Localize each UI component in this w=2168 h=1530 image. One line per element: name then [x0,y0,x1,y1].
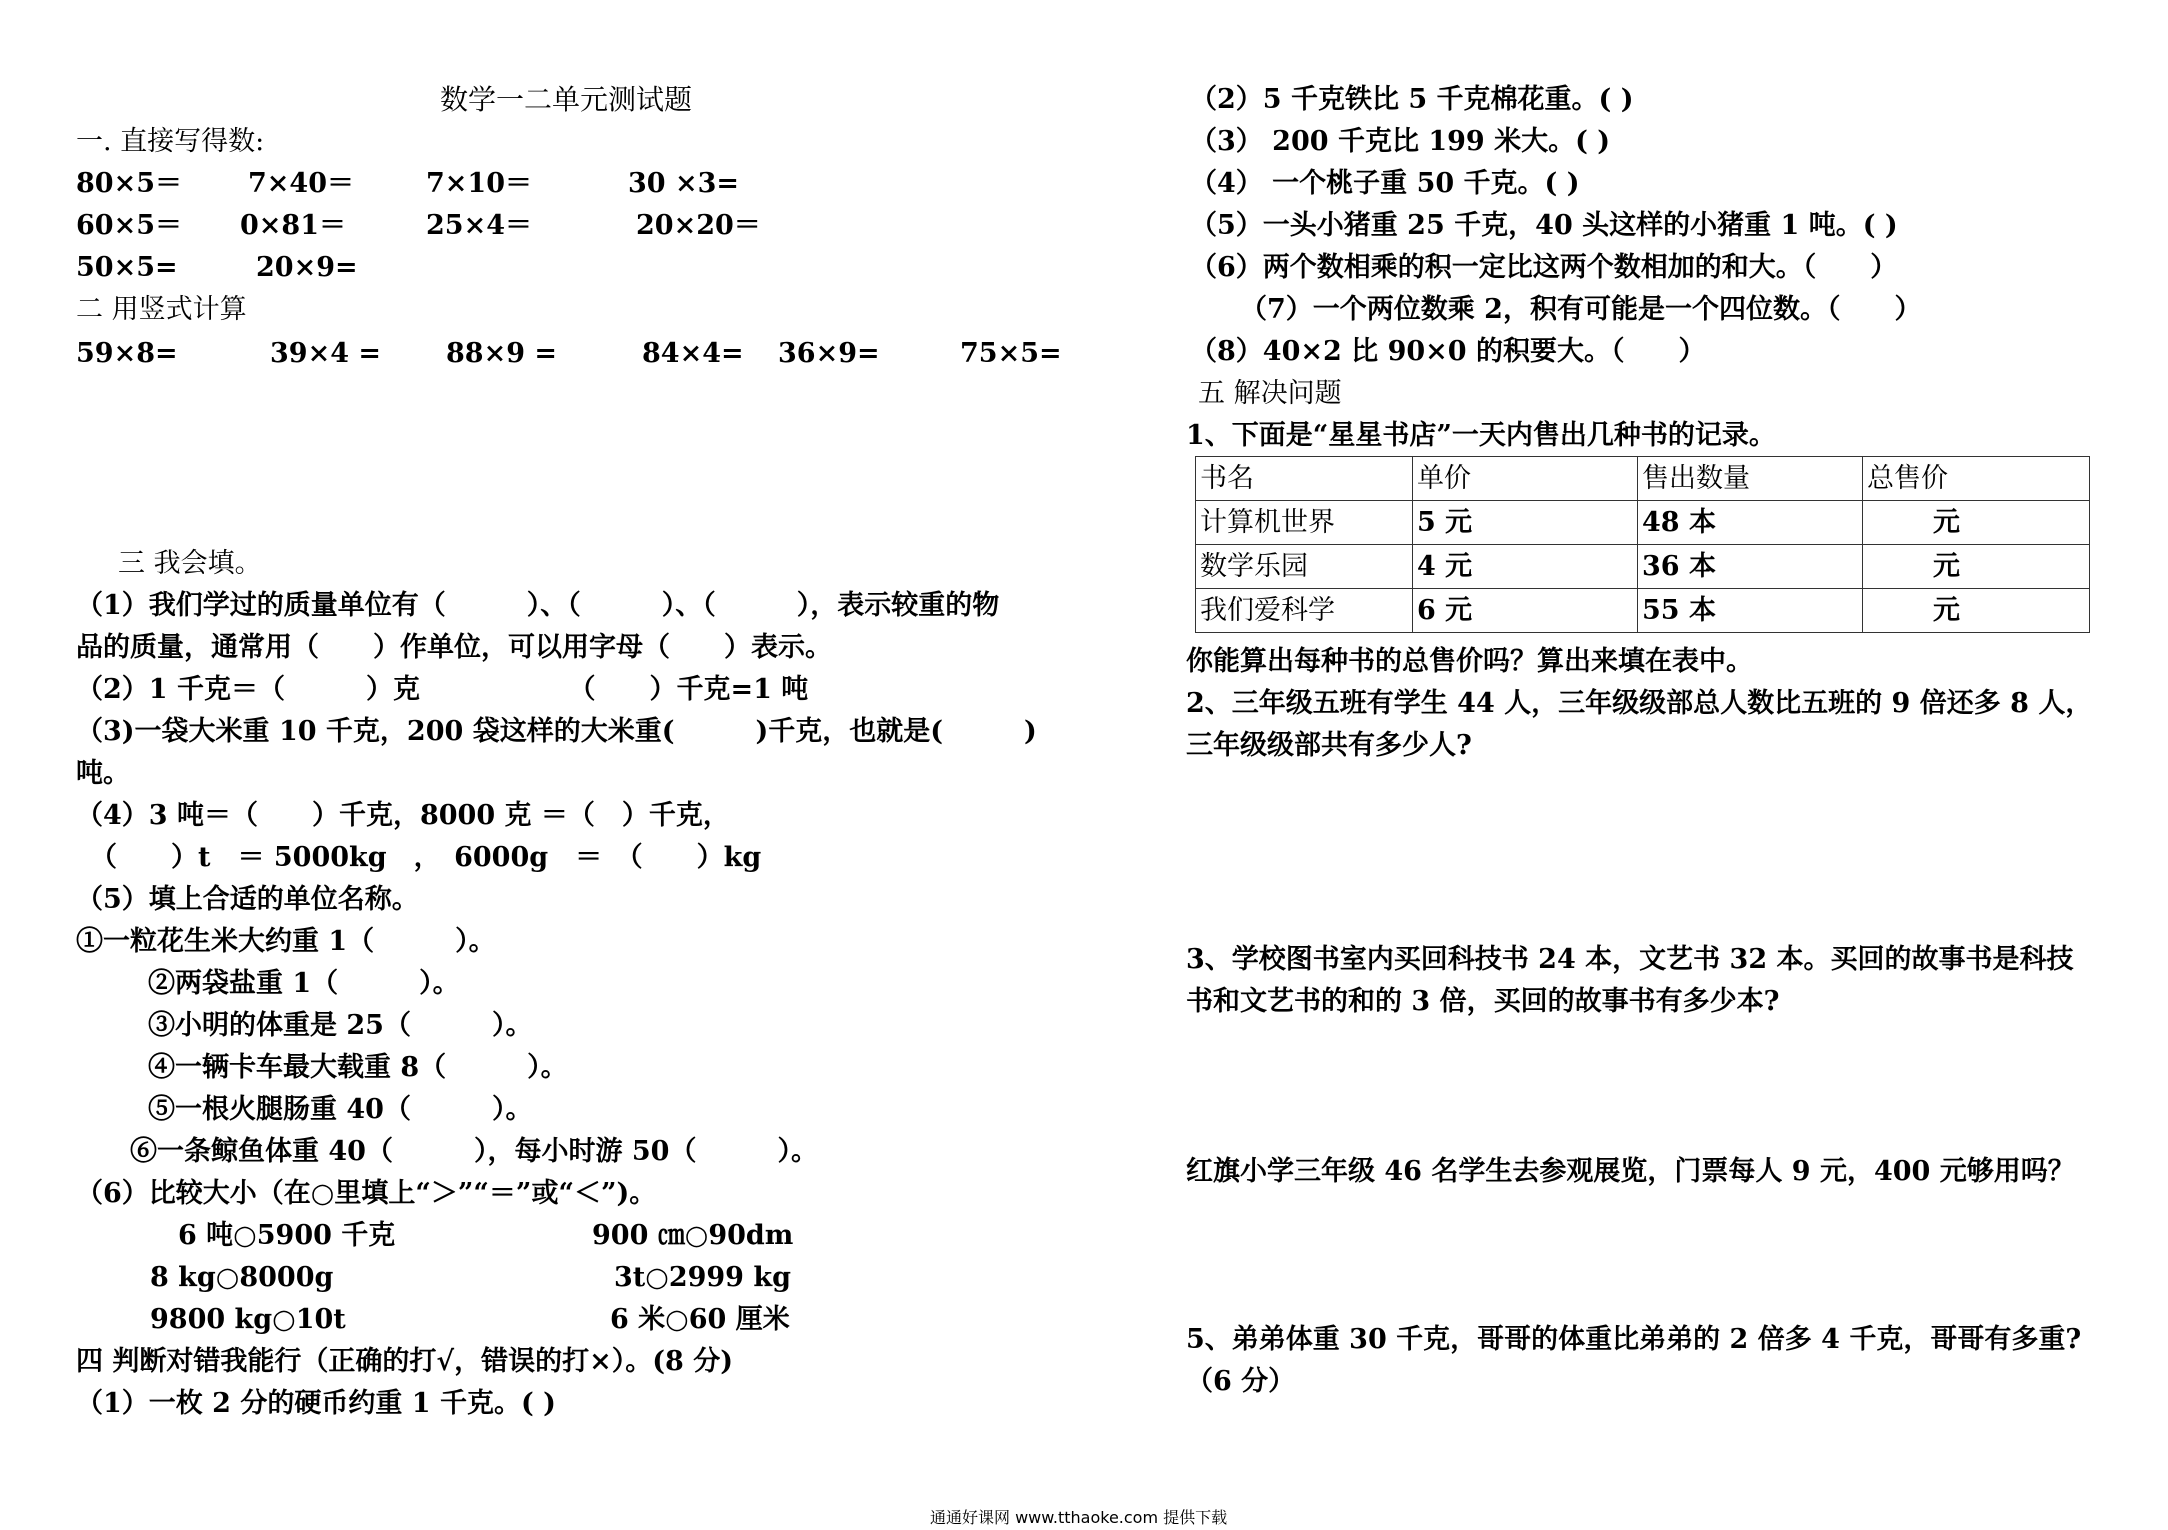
fill-question-3b: 吨。 [76,758,130,789]
table-cell: 元 [1863,501,2090,545]
compare-item: 6 吨○5900 千克 [178,1220,396,1251]
judge-item: （4） 一个桃子重 50 千克。( ) [1190,168,1580,199]
fill-question-3a: （3)一袋大米重 10 千克，200 袋这样的大米重( )千克，也就是( ) [76,716,1037,747]
unit-item: ③小明的体重是 25（ ）。 [148,1010,533,1041]
fill-question-4b: （ ）t ＝ 5000kg ， 6000g ＝ （ ）kg [90,842,762,873]
section-2-heading: 二 用竖式计算 [76,294,247,325]
table-cell: 4 元 [1413,545,1638,589]
calc-item: 50×5= [76,252,178,283]
fill-question-4a: （4）3 吨＝（ ）千克，8000 克 ＝（ ）千克， [76,800,730,831]
table-cell: 48 本 [1638,501,1863,545]
table-cell: 我们爱科学 [1196,589,1413,633]
problem-2b: 三年级级部共有多少人? [1186,730,1472,761]
judge-item: （7）一个两位数乘 2，积有可能是一个四位数。（ ） [1240,294,1922,325]
calc-item: 80×5＝ [76,168,182,199]
table-cell: 元 [1863,589,2090,633]
table-cell: 计算机世界 [1196,501,1413,545]
judge-item: （3） 200 千克比 199 米大。( ) [1190,126,1611,157]
compare-item: 9800 kg○10t [150,1304,346,1335]
vertical-calc-item: 59×8= [76,338,178,369]
judge-item: （5）一头小猪重 25 千克，40 头这样的小猪重 1 吨。( ) [1190,210,1898,241]
calc-item: 7×40＝ [248,168,354,199]
problem-5a: 5、弟弟体重 30 千克，哥哥的体重比弟弟的 2 倍多 4 千克，哥哥有多重? [1186,1324,2082,1355]
fill-question-1b: 品的质量，通常用（ ）作单位，可以用字母（ ）表示。 [76,632,832,663]
table-header-cell: 总售价 [1863,457,2090,501]
table-cell: 36 本 [1638,545,1863,589]
judge-item: （8）40×2 比 90×0 的积要大。（ ） [1190,336,1706,367]
unit-item: ①一粒花生米大约重 1（ ）。 [76,926,496,957]
table-cell: 55 本 [1638,589,1863,633]
footer-credit: 通通好课网 www.tthaoke.com 提供下载 [930,1508,1228,1527]
fill-question-2: （2）1 千克＝（ ）克 （ ）千克=1 吨 [76,674,809,705]
unit-item: ④一辆卡车最大载重 8（ ）。 [148,1052,568,1083]
calc-item: 7×10＝ [426,168,532,199]
sales-table [1195,456,2090,633]
compare-item: 6 米○60 厘米 [610,1304,790,1335]
problem-1-instruction: 你能算出每种书的总售价吗？算出来填在表中。 [1186,646,1753,677]
table-cell: 元 [1863,545,2090,589]
judge-item: （6）两个数相乘的积一定比这两个数相加的和大。（ ） [1190,252,1898,283]
compare-item: 8 kg○8000g [150,1262,334,1293]
problem-1: 1、下面是“星星书店”一天内售出几种书的记录。 [1186,420,1776,451]
table-header-cell: 单价 [1413,457,1638,501]
calc-item: 60×5＝ [76,210,182,241]
vertical-calc-item: 75×5= [960,338,1062,369]
vertical-calc-item: 88×9 = [446,338,558,369]
section-5-heading: 五 解决问题 [1198,378,1342,409]
table-cell: 6 元 [1413,589,1638,633]
calc-item: 20×20＝ [636,210,761,241]
table-row [1196,589,2090,633]
fill-question-1a: （1）我们学过的质量单位有（ ）、（ ）、（ ），表示较重的物 [76,590,1000,621]
problem-3b: 书和文艺书的和的 3 倍，买回的故事书有多少本? [1186,986,1780,1017]
table-row [1196,545,2090,589]
unit-item: ⑤一根火腿肠重 40（ ）。 [148,1094,533,1125]
page-title: 数学一二单元测试题 [440,83,693,116]
vertical-calc-item: 84×4= [642,338,744,369]
problem-5b: （6 分） [1186,1366,1296,1397]
calc-item: 25×4＝ [426,210,532,241]
fill-question-5: （5）填上合适的单位名称。 [76,884,419,915]
table-header-row [1196,457,2090,501]
table-cell: 5 元 [1413,501,1638,545]
compare-item: 3t○2999 kg [614,1262,791,1293]
problem-3a: 3、学校图书室内买回科技书 24 本，文艺书 32 本。买回的故事书是科技 [1186,944,2074,975]
problem-4: 红旗小学三年级 46 名学生去参观展览，门票每人 9 元，400 元够用吗？ [1186,1156,2075,1187]
vertical-calc-item: 39×4 = [270,338,382,369]
judge-item: （2）5 千克铁比 5 千克棉花重。( ) [1190,84,1634,115]
compare-item: 900 ㎝○90dm [592,1220,794,1251]
vertical-calc-item: 36×9= [778,338,880,369]
judge-item: （1）一枚 2 分的硬币约重 1 千克。( ) [76,1388,556,1419]
calc-item: 0×81＝ [240,210,346,241]
problem-2a: 2、三年级五班有学生 44 人，三年级级部总人数比五班的 9 倍还多 8 人， [1186,688,2093,719]
table-header-cell: 售出数量 [1638,457,1863,501]
calc-item: 20×9= [256,252,358,283]
section-3-heading: 三 我会填。 [118,548,262,579]
unit-item: ②两袋盐重 1（ ）。 [148,968,460,999]
calc-item: 30 ×3= [628,168,740,199]
table-row [1196,501,2090,545]
section-4-heading: 四 判断对错我能行（正确的打√，错误的打×）。(8 分) [76,1346,734,1377]
section-1-heading: 一. 直接写得数: [76,126,265,157]
table-cell: 数学乐园 [1196,545,1413,589]
unit-item: ⑥一条鲸鱼体重 40（ ），每小时游 50（ ）。 [130,1136,818,1167]
table-header-cell: 书名 [1196,457,1413,501]
fill-question-6: （6）比较大小（在○里填上“＞”“＝”或“＜”)。 [76,1178,657,1209]
